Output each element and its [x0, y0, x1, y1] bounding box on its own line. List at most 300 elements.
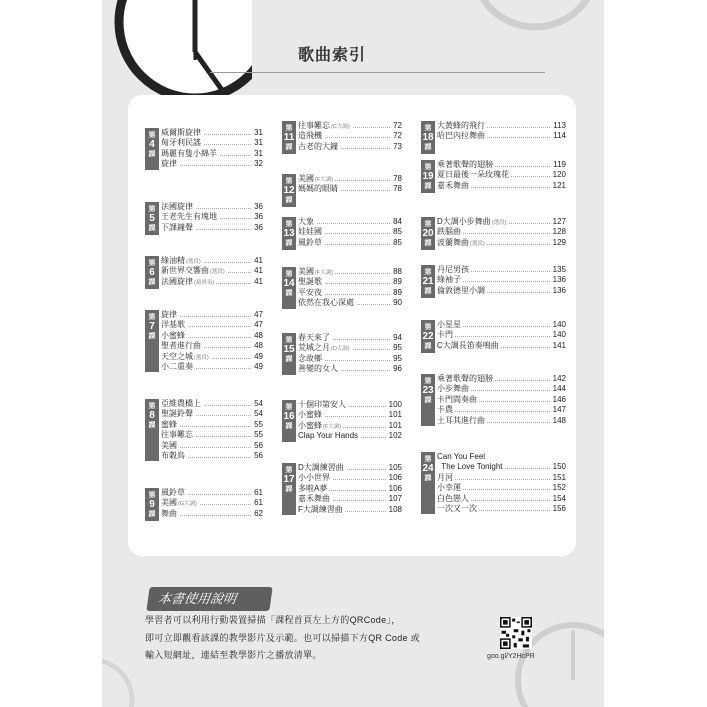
- page-number: 101: [388, 410, 402, 420]
- song-title-text: 十個印第安人: [298, 400, 346, 409]
- page-number: 72: [393, 131, 402, 141]
- song-title: [298, 354, 324, 364]
- song-title-text: 小幸運: [437, 483, 461, 493]
- song-title: [298, 463, 346, 473]
- page-number: 55: [254, 419, 263, 429]
- song-row[interactable]: [161, 256, 263, 266]
- page-number: 95: [393, 343, 402, 353]
- lesson-suffix: 課: [285, 195, 293, 204]
- qr-code[interactable]: [500, 617, 532, 649]
- page-number: 41: [254, 256, 263, 265]
- song-title: [161, 138, 203, 148]
- usage-heading: 本書使用說明: [146, 587, 272, 611]
- page-number: 85: [393, 227, 402, 237]
- page-number: 56: [254, 440, 263, 450]
- lesson-suffix: 課: [148, 149, 156, 158]
- song-title-text: 美國: [298, 267, 314, 276]
- page-number: 62: [254, 508, 263, 518]
- song-row[interactable]: [161, 212, 263, 222]
- song-title: [161, 149, 219, 159]
- song-title: [161, 362, 195, 372]
- song-title: [161, 223, 195, 233]
- song-title-text: 多啦A夢: [298, 483, 328, 493]
- song-row[interactable]: [161, 498, 263, 508]
- song-row[interactable]: [437, 121, 566, 131]
- lesson-badge: [145, 202, 159, 235]
- song-row[interactable]: [437, 217, 566, 227]
- page-number: 156: [552, 503, 566, 513]
- song-title-text: 綠油精: [161, 256, 185, 265]
- song-row[interactable]: [298, 463, 402, 473]
- song-title: [161, 430, 195, 440]
- page-number: 106: [388, 483, 402, 493]
- song-title-text: 古老的大鐘: [298, 141, 338, 151]
- page-number: 120: [552, 170, 566, 180]
- song-title-text: 旋律: [161, 310, 177, 319]
- lesson-badge: [282, 121, 296, 154]
- dot-leader: [437, 336, 566, 337]
- song-row[interactable]: [161, 509, 263, 519]
- song-row[interactable]: [161, 409, 263, 419]
- lesson-suffix: 課: [148, 223, 156, 232]
- song-row[interactable]: [161, 420, 263, 430]
- song-row[interactable]: [161, 128, 263, 138]
- song-row[interactable]: [161, 149, 263, 159]
- song-title: [298, 298, 356, 308]
- page-number: 107: [388, 494, 402, 504]
- lesson-prefix: 第: [148, 312, 156, 321]
- song-title: [298, 400, 348, 410]
- song-row[interactable]: [298, 484, 402, 494]
- song-title: [437, 238, 487, 249]
- lesson-prefix: 第: [285, 465, 293, 474]
- page-number: 147: [552, 405, 566, 415]
- song-row[interactable]: [298, 288, 402, 298]
- song-row[interactable]: [298, 421, 402, 431]
- song-row[interactable]: [437, 160, 566, 170]
- song-title-text: 下課鐘聲: [161, 222, 193, 232]
- song-title: [298, 364, 340, 374]
- song-title-text: 乘著歌聲的翅膀: [437, 374, 493, 383]
- song-title: [298, 494, 332, 504]
- song-title: [437, 181, 471, 191]
- song-row[interactable]: [437, 131, 566, 141]
- song-title: [437, 384, 471, 394]
- lesson-number: 12: [283, 185, 295, 196]
- circle-decoration-left: [102, 640, 142, 707]
- song-row[interactable]: [298, 333, 402, 343]
- lesson-number: 19: [422, 171, 434, 182]
- song-title-text: 美國: [161, 498, 177, 508]
- page-number: 61: [254, 488, 263, 497]
- lesson-number: 22: [422, 331, 434, 342]
- page-number: 36: [254, 202, 263, 211]
- song-title-text: 白色戀人: [437, 493, 469, 503]
- song-row[interactable]: [298, 473, 402, 483]
- song-title-text: C大調長笛奏鳴曲: [437, 340, 499, 350]
- song-title-text: 小蜜蜂: [298, 410, 322, 420]
- song-row[interactable]: [437, 483, 566, 493]
- lesson-badge: [421, 320, 435, 353]
- song-row[interactable]: [161, 451, 263, 461]
- lesson-number: 8: [149, 410, 155, 421]
- song-row[interactable]: [161, 399, 263, 409]
- page-number: 113: [553, 121, 566, 130]
- song-row[interactable]: [298, 184, 402, 194]
- page-number: 94: [393, 333, 402, 342]
- lesson-prefix: 第: [285, 402, 293, 411]
- song-row[interactable]: [298, 343, 402, 353]
- song-title: [437, 341, 501, 351]
- song-title-text: 風鈴草: [161, 488, 185, 497]
- song-row[interactable]: [437, 265, 566, 275]
- song-row[interactable]: [437, 238, 566, 248]
- song-title: [298, 505, 345, 515]
- song-title: [437, 483, 463, 493]
- song-title-text: 風鈴草: [298, 237, 322, 247]
- lesson-prefix: 第: [148, 130, 156, 139]
- song-row[interactable]: [161, 320, 263, 330]
- lesson-prefix: 第: [424, 162, 432, 171]
- lesson-suffix: 課: [424, 142, 432, 151]
- lesson-suffix: 課: [285, 142, 293, 151]
- song-title-text: 嘉禾舞曲: [298, 494, 330, 504]
- song-key-note: (D大調): [331, 346, 350, 353]
- page-number: 102: [388, 431, 402, 441]
- lesson-prefix: 第: [424, 454, 432, 463]
- page-number: 119: [553, 160, 566, 169]
- song-title-text: 舞曲: [161, 508, 177, 518]
- song-key-note: (選段): [470, 240, 485, 247]
- song-title: [298, 431, 360, 441]
- lesson-badge: [145, 399, 159, 461]
- short-url[interactable]: goo.gl/Y2HcPR: [487, 653, 535, 660]
- song-title: [437, 131, 487, 141]
- song-title: [437, 462, 505, 472]
- song-row[interactable]: [437, 416, 566, 426]
- page-number: 31: [254, 138, 263, 148]
- lesson-badge: [421, 374, 435, 426]
- song-title: [298, 142, 340, 152]
- page-number: 135: [552, 265, 566, 274]
- song-row[interactable]: [298, 494, 402, 504]
- song-title: [437, 227, 463, 237]
- lesson-suffix: 課: [424, 286, 432, 295]
- song-row[interactable]: [161, 362, 263, 372]
- song-title-text: 哈巴內拉舞曲: [437, 131, 485, 141]
- lesson-suffix: 課: [424, 341, 432, 350]
- song-title-text: 小蜜蜂: [161, 330, 185, 340]
- song-title: [161, 409, 195, 419]
- page-number: 84: [393, 217, 402, 226]
- circle-decoration-top: [460, 0, 604, 40]
- song-row[interactable]: [437, 286, 566, 296]
- song-row[interactable]: [437, 494, 566, 504]
- song-row[interactable]: [298, 267, 402, 277]
- song-title-text: 波蘭舞曲: [437, 237, 469, 247]
- song-title-text: 月河: [437, 472, 453, 482]
- song-row[interactable]: [161, 277, 263, 287]
- song-title-text: D大調練習曲: [298, 463, 344, 472]
- song-title: [437, 494, 471, 504]
- song-title-text: 丹尼男孩: [437, 265, 469, 274]
- song-title: [161, 488, 187, 498]
- lesson-badge: [282, 400, 296, 442]
- page-number: 48: [254, 341, 263, 351]
- song-title-text: 天空之城: [161, 351, 193, 361]
- song-title: [437, 504, 479, 514]
- page-number: 129: [552, 237, 566, 247]
- title-divider: [210, 72, 545, 73]
- page-number: 151: [552, 472, 566, 482]
- song-title-text: 春天來了: [298, 333, 330, 342]
- song-row[interactable]: [298, 174, 402, 184]
- song-title-text: 往事難忘: [161, 430, 193, 440]
- song-row[interactable]: [161, 430, 263, 440]
- song-row[interactable]: [298, 431, 402, 441]
- page-number: 31: [254, 128, 263, 137]
- song-title-text: 跌腦曲: [437, 227, 461, 237]
- song-title: [437, 160, 495, 170]
- song-title-text: 王老先生有塊地: [161, 212, 217, 222]
- song-title: [161, 341, 203, 351]
- song-row[interactable]: [437, 405, 566, 415]
- page-number: 106: [388, 473, 402, 483]
- song-title-text: Clap Your Hands: [298, 431, 359, 441]
- song-row[interactable]: [298, 410, 402, 420]
- song-title: [437, 330, 455, 340]
- page-number: 55: [254, 430, 263, 440]
- page-number: 121: [552, 180, 566, 190]
- page-number: 136: [552, 285, 566, 295]
- song-title-text: 威爾斯旋律: [161, 128, 201, 137]
- song-row[interactable]: [298, 131, 402, 141]
- page-number: 36: [254, 212, 263, 222]
- song-title-text: 平安夜: [298, 287, 322, 297]
- song-key-note: (C大調): [331, 124, 350, 130]
- song-title: [437, 286, 487, 296]
- song-row[interactable]: [437, 374, 566, 384]
- page-number: 108: [388, 504, 402, 514]
- lesson-number: 13: [283, 228, 295, 239]
- page-number: 85: [393, 237, 402, 247]
- lesson-prefix: 第: [285, 335, 293, 344]
- lesson-number: 21: [422, 276, 434, 287]
- song-row[interactable]: [437, 462, 566, 472]
- song-title: [437, 275, 463, 285]
- page-number: 90: [393, 298, 402, 308]
- page-number: 48: [254, 330, 263, 340]
- song-title-text: 一次又一次: [437, 503, 477, 513]
- song-title: [298, 277, 324, 287]
- song-title-text: 綠袖子: [437, 275, 461, 285]
- song-row[interactable]: [437, 320, 566, 330]
- lesson-prefix: 第: [148, 204, 156, 213]
- page-number: 96: [393, 364, 402, 374]
- song-title: [161, 331, 187, 341]
- page-number: 142: [552, 374, 566, 383]
- song-title-text: 新世界交響曲: [161, 266, 209, 276]
- song-row[interactable]: [437, 395, 566, 405]
- song-row[interactable]: [298, 142, 402, 152]
- song-row[interactable]: [298, 505, 402, 515]
- lesson-badge: [145, 488, 159, 521]
- page-number: 152: [552, 483, 566, 493]
- song-key-note: (選段): [491, 220, 507, 226]
- song-title-text: The Love Tonight: [437, 462, 503, 472]
- lesson-suffix: 課: [285, 484, 293, 493]
- song-row[interactable]: [161, 202, 263, 212]
- song-title: [437, 405, 455, 415]
- song-row[interactable]: [437, 341, 566, 351]
- song-row[interactable]: [298, 400, 402, 410]
- page-number: 61: [254, 498, 263, 508]
- song-row[interactable]: [161, 441, 263, 451]
- song-title: [437, 473, 455, 483]
- lesson-prefix: 第: [424, 219, 432, 228]
- song-row[interactable]: [437, 170, 566, 180]
- song-title: [298, 473, 332, 483]
- song-title: [298, 217, 316, 227]
- song-title: [437, 170, 511, 180]
- song-title-text: 蜜蜂: [161, 419, 177, 429]
- song-title: [298, 333, 332, 343]
- song-row[interactable]: [298, 217, 402, 227]
- lesson-badge: [145, 128, 159, 170]
- lesson-badge: [145, 256, 159, 289]
- lesson-suffix: 課: [285, 421, 293, 430]
- page-number: 36: [254, 222, 263, 232]
- song-title-text: Can You Feel: [437, 452, 486, 461]
- song-title-text: 聖誕歌: [298, 277, 322, 287]
- song-row[interactable]: [437, 473, 566, 483]
- song-title: [298, 227, 324, 237]
- song-row[interactable]: [298, 277, 402, 287]
- song-title-text: 念故鄉: [298, 353, 322, 363]
- usage-instructions: [145, 612, 483, 665]
- song-row[interactable]: [298, 364, 402, 374]
- lesson-suffix: 課: [148, 509, 156, 518]
- song-row[interactable]: [161, 159, 263, 169]
- lesson-prefix: 第: [424, 376, 432, 385]
- page-number: 136: [552, 275, 566, 285]
- song-key-note: (選段): [194, 354, 209, 361]
- dot-leader: [437, 479, 566, 480]
- song-row[interactable]: [161, 488, 263, 498]
- song-title-text: 法國旋律: [161, 276, 193, 286]
- song-row[interactable]: [298, 298, 402, 308]
- song-row[interactable]: [437, 181, 566, 191]
- lesson-badge: [145, 310, 159, 372]
- song-title-text: 美國: [298, 174, 314, 183]
- page-number: 49: [254, 351, 263, 361]
- lesson-number: 5: [149, 213, 155, 224]
- lesson-number: 4: [149, 139, 155, 150]
- page-number: 146: [552, 394, 566, 404]
- song-row[interactable]: [161, 223, 263, 233]
- song-row[interactable]: [298, 227, 402, 237]
- usage-line-2: 即可立即觀看該課的教學影片及示範。也可以掃描下方QR Code 或: [145, 632, 420, 643]
- song-title: [437, 452, 487, 462]
- song-title-text: 娃娃國: [298, 227, 322, 237]
- lesson-number: 9: [149, 499, 155, 510]
- song-title-text: 小星星: [437, 320, 461, 329]
- lesson-badge: [421, 160, 435, 193]
- lesson-number: 14: [283, 278, 295, 289]
- song-title: [437, 320, 463, 330]
- lesson-badge: [421, 121, 435, 154]
- page-number: 144: [552, 384, 566, 394]
- song-row[interactable]: [161, 331, 263, 341]
- page-number: 140: [552, 330, 566, 340]
- lesson-prefix: 第: [424, 267, 432, 276]
- lesson-suffix: 課: [424, 181, 432, 190]
- song-title-text: 荒城之月: [298, 343, 330, 353]
- song-row[interactable]: [437, 452, 566, 462]
- song-title: [298, 238, 324, 248]
- song-row[interactable]: [161, 341, 263, 351]
- song-row[interactable]: [437, 227, 566, 237]
- lesson-suffix: 課: [148, 277, 156, 286]
- lesson-prefix: 第: [148, 401, 156, 410]
- song-row[interactable]: [298, 354, 402, 364]
- page-title: 歌曲索引: [297, 45, 366, 64]
- page-number: 140: [552, 320, 566, 329]
- song-title-text: 乘著歌聲的翅膀: [437, 160, 493, 169]
- song-row[interactable]: [437, 504, 566, 514]
- page-number: 54: [254, 409, 263, 419]
- page-number: 141: [552, 340, 566, 350]
- song-title-text: 美國: [161, 440, 177, 450]
- lesson-prefix: 第: [285, 219, 293, 228]
- song-row[interactable]: [298, 238, 402, 248]
- page-number: 128: [552, 227, 566, 237]
- song-title-text: 小蜜蜂: [298, 420, 322, 430]
- song-row[interactable]: [161, 266, 263, 276]
- song-title: [161, 202, 195, 212]
- song-title: [161, 159, 179, 169]
- page-number: 54: [254, 399, 263, 408]
- page-number: 56: [254, 450, 263, 460]
- song-title-text: 旋律: [161, 159, 177, 169]
- song-title: [161, 441, 179, 451]
- page-number: 32: [254, 159, 263, 169]
- song-title: [161, 420, 179, 430]
- song-row[interactable]: [161, 310, 263, 320]
- page-number: 72: [393, 121, 402, 130]
- usage-line-1: 學習者可以利用行動裝置掃描「課程首頁左上方的QRCode」，: [145, 615, 401, 625]
- song-title-text: 卡農: [437, 405, 453, 415]
- song-title: [437, 121, 487, 131]
- page-number: 73: [393, 141, 402, 151]
- song-title: [437, 374, 495, 384]
- song-row[interactable]: [437, 384, 566, 394]
- song-title: [298, 484, 329, 494]
- song-title-text: 卡門間奏曲: [437, 394, 477, 404]
- song-title-text: 小步舞曲: [437, 384, 469, 394]
- page-number: 78: [393, 184, 402, 194]
- song-row[interactable]: [298, 121, 402, 131]
- lesson-suffix: 課: [148, 331, 156, 340]
- lesson-prefix: 第: [285, 176, 293, 185]
- song-row[interactable]: [161, 352, 263, 362]
- lesson-badge: [282, 174, 296, 207]
- page-number: 78: [393, 174, 402, 183]
- song-row[interactable]: [437, 275, 566, 285]
- song-row[interactable]: [437, 330, 566, 340]
- song-title-text: 善變的女人: [298, 364, 338, 374]
- song-row[interactable]: [161, 138, 263, 148]
